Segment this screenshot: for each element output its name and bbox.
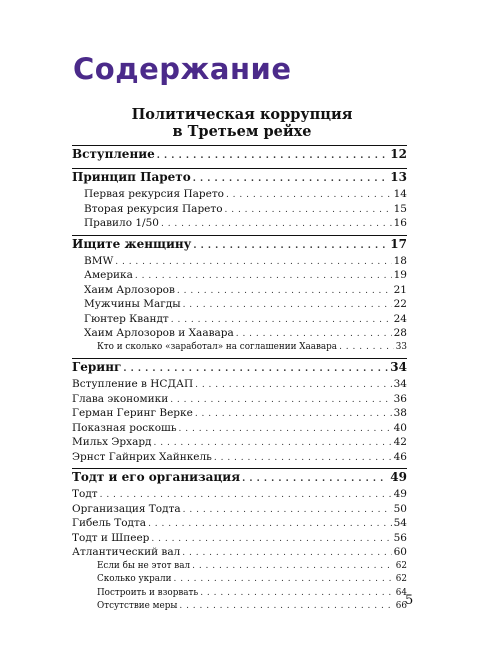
toc-chapter[interactable] [72,237,407,255]
toc-chapter[interactable] [72,170,407,188]
toc-entry-page: 50 [393,502,407,515]
toc-subsubentry[interactable] [72,588,407,602]
toc-entry-title: Тодт и его организация [72,470,241,484]
toc-entry-page: 36 [393,392,407,405]
dot-leader [179,422,392,434]
toc-subentry[interactable] [72,488,407,503]
book-title-line-1: Политическая коррупция [131,106,353,123]
toc-entry-page: 42 [393,436,407,448]
toc-entry-page: 60 [393,546,407,558]
toc-entry-page: 22 [393,298,407,310]
dot-leader [214,451,392,463]
toc-entry-title: Принцип Парето [72,170,191,184]
toc-entry-page: 62 [395,560,407,571]
dot-leader [135,269,392,281]
dot-leader [183,298,392,310]
dot-leader [225,203,392,215]
toc-entry-title: Построить и взорвать [97,587,199,598]
dot-leader [100,488,392,500]
dot-leader [148,517,392,529]
toc-entry-page: 38 [393,407,407,419]
toc-entry-title: Гюнтер Квандт [84,312,169,325]
toc-entry-page: 28 [393,327,407,339]
toc-section [72,235,407,356]
dot-leader [183,503,392,515]
toc-subentry[interactable] [72,503,407,518]
toc-entry-title: Хаим Арлозоров и Хаавара [84,327,234,339]
dot-leader [182,546,391,558]
toc-entry-title: Хаим Арлозоров [84,283,175,296]
dot-leader [170,393,391,405]
toc-entry-title: Вторая рекурсия Парето [84,202,223,215]
toc-entry-page: 34 [393,378,407,390]
toc-entry-page: 12 [390,147,407,161]
toc-subentry[interactable] [72,284,407,299]
toc-entry-page: 19 [393,269,407,281]
dot-leader [193,170,389,184]
toc-entry-page: 66 [395,601,407,611]
toc-subentry[interactable] [72,203,407,218]
toc-entry-page: 16 [393,217,407,229]
toc-entry-title: Правило 1/50 [84,217,159,229]
toc-section [72,358,407,465]
toc-chapter[interactable] [72,360,407,378]
toc-subentry[interactable] [72,217,407,232]
toc-entry-title: Тодт [72,488,98,500]
toc-entry-title: Геринг [72,360,122,374]
toc-entry-page: 17 [390,236,407,251]
dot-leader [195,378,392,390]
dot-leader [179,601,393,611]
dot-leader [192,561,394,571]
toc-subentry[interactable] [72,532,407,547]
toc-entry-title: Герман Геринг Верке [72,407,193,419]
toc-entry-title: Мильх Эрхард [72,436,152,448]
toc-entry-title: BMW [84,254,114,267]
dot-leader [123,360,388,374]
toc-subentry[interactable] [72,188,407,203]
book-title-line-2: в Третьем рейхе [172,123,312,140]
toc-subentry[interactable] [72,436,407,451]
toc-entry-title: Глава экономики [72,392,169,405]
dot-leader [193,237,388,251]
toc-subentry[interactable] [72,255,407,270]
dot-leader [236,327,392,339]
dot-leader [154,436,392,448]
toc-subentry[interactable] [72,393,407,408]
dot-leader [161,217,392,229]
toc-entry-page: 54 [393,517,407,529]
toc-entry-title: Отсутствие меры [97,601,178,611]
toc-entry-title: Кто и сколько «заработал» на соглашении Хаавара [97,341,338,352]
toc-subentry[interactable] [72,378,407,393]
dot-leader [115,255,391,267]
toc-entry-title: Вступление в НСДАП [72,378,194,390]
toc-subentry[interactable] [72,517,407,532]
toc-chapter[interactable] [72,470,407,488]
toc-subsubentry[interactable] [72,561,407,575]
toc-entry-page: 13 [390,170,407,184]
toc-subentry[interactable] [72,327,407,342]
toc-subentry[interactable] [72,546,407,561]
toc-section [72,145,407,165]
toc-subentry[interactable] [72,269,407,284]
toc-subentry[interactable] [72,313,407,328]
toc-entry-title: Мужчины Магды [84,298,181,310]
dot-leader [200,588,394,598]
toc-section [72,468,407,615]
toc-entry-title: Показная роскошь [72,421,177,434]
toc-entry-title: Атлантический вал [72,546,181,558]
toc-entry-page: 46 [393,450,407,463]
toc-entry-page: 64 [395,587,407,598]
toc-entry-title: Первая рекурсия Парето [84,188,224,200]
toc-section [72,168,407,232]
toc-subsubentry[interactable] [72,342,407,356]
toc-entry-page: 21 [393,283,407,296]
toc-entry-page: 56 [393,531,407,544]
toc-entry-title: Тодт и Шпеер [72,531,150,544]
toc-subentry[interactable] [72,298,407,313]
dot-leader [195,407,392,419]
dot-leader [339,342,394,352]
toc-entry-page: 62 [395,574,407,584]
toc-chapter[interactable] [72,147,407,165]
toc-entry-title: Гибель Тодта [72,517,147,529]
toc-entry-page: 18 [393,254,407,267]
toc-subsubentry[interactable] [72,601,407,615]
page-number: 5 [405,593,414,608]
table-of-contents [72,145,407,618]
toc-entry-title: Америка [84,269,133,281]
book-title [72,106,412,140]
toc-entry-page: 24 [393,312,407,325]
dot-leader [242,470,388,484]
toc-subentry[interactable] [72,407,407,422]
toc-entry-page: 40 [393,421,407,434]
toc-entry-title: Эрнст Гайнрих Хайнкель [72,450,212,463]
toc-entry-page: 34 [390,360,407,374]
page-title: Содержание [73,52,292,86]
dot-leader [151,532,391,544]
toc-entry-title: Если бы не этот вал [97,560,191,571]
dot-leader [226,188,392,200]
toc-subentry[interactable] [72,422,407,437]
toc-entry-page: 49 [393,488,407,500]
toc-subsubentry[interactable] [72,574,407,588]
toc-entry-title: Вступление [72,147,155,161]
dot-leader [157,147,389,161]
toc-entry-page: 14 [393,188,407,200]
toc-entry-title: Ищите женщину [72,236,192,251]
toc-subentry[interactable] [72,451,407,466]
toc-entry-title: Сколько украли [97,574,172,584]
toc-entry-page: 33 [395,341,407,352]
toc-entry-page: 49 [390,470,407,484]
toc-entry-page: 15 [393,202,407,215]
dot-leader [174,574,394,584]
toc-entry-title: Организация Тодта [72,502,181,515]
dot-leader [171,313,392,325]
dot-leader [177,284,392,296]
